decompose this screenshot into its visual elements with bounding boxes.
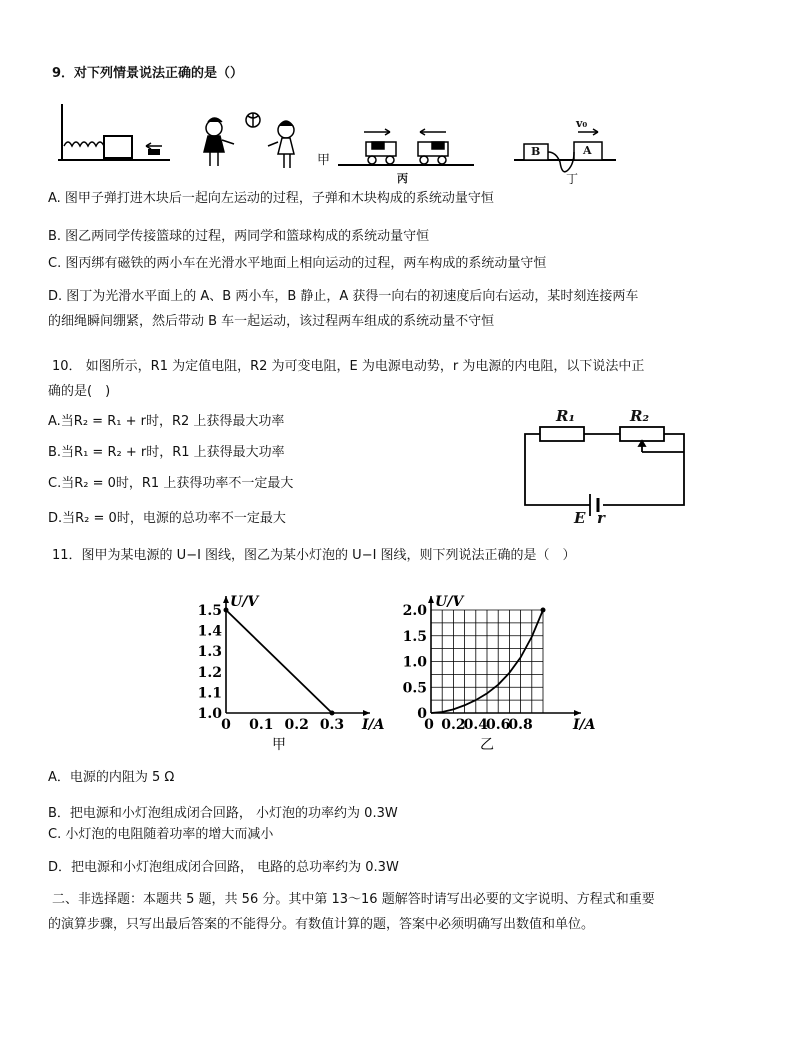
x-axis-arrow bbox=[574, 710, 581, 716]
q9-option-d-line2: 的细绳瞬间绷紧，然后带动 B 车一起运动，该过程两车组成的系统动量不守恒 bbox=[48, 314, 495, 329]
fig-label-bing: 丙 bbox=[397, 172, 408, 185]
y-tick-label: 1.1 bbox=[197, 685, 222, 702]
q9-stem: 9．对下列情景说法正确的是（） bbox=[52, 66, 244, 81]
section2-line2: 的演算步骤，只写出最后答案的不能得分。有数值计算的题，答案中必须明确写出数值和单位。 bbox=[48, 917, 595, 932]
y-axis-label: U/V bbox=[435, 594, 464, 610]
q10-stem-line2: 确的是( ) bbox=[48, 384, 111, 399]
y-axis-arrow bbox=[223, 596, 229, 603]
y-tick-label: 1.5 bbox=[197, 603, 222, 619]
y-tick-label: 1.2 bbox=[197, 664, 222, 681]
chart-caption: 甲 bbox=[272, 737, 286, 753]
data-point bbox=[541, 608, 546, 613]
fig-label-jia: 甲 bbox=[317, 153, 331, 168]
chart-caption: 乙 bbox=[480, 737, 494, 753]
x-axis-label: I/A bbox=[362, 717, 385, 733]
y-tick-label: 1.5 bbox=[402, 628, 427, 645]
fig-label-b-block: B bbox=[531, 145, 541, 158]
x-tick-label: 0.4 bbox=[463, 717, 488, 733]
q10-option-d: D.当R₂ = 0时，电源的总功率不一定最大 bbox=[48, 511, 286, 526]
resistor-r1 bbox=[540, 427, 584, 441]
q11-option-b: B．把电源和小灯泡组成闭合回路， 小灯泡的功率约为 0.3W bbox=[48, 806, 398, 821]
x-tick-label: 0.6 bbox=[486, 717, 511, 733]
y-tick-label: 1.0 bbox=[197, 706, 222, 722]
y-tick-label: 1.3 bbox=[197, 644, 222, 661]
x-axis-label: I/A bbox=[573, 717, 596, 733]
circuit-label-e: E bbox=[574, 509, 586, 527]
circuit-label-r2: R₂ bbox=[630, 407, 650, 425]
x-tick-label: 0 bbox=[424, 717, 434, 733]
data-point bbox=[224, 608, 229, 613]
q10-stem-line1: 10． 如图所示，R1 为定值电阻，R2 为可变电阻，E 为电源电动势，r 为电源的内电阻，以下说法中正 bbox=[52, 359, 645, 374]
fig-label-a-block: A bbox=[583, 144, 592, 157]
fig-label-ding: 丁 bbox=[566, 172, 579, 186]
x-tick-label: 0.1 bbox=[249, 717, 274, 733]
y-axis-label: U/V bbox=[230, 594, 259, 610]
y-axis-arrow bbox=[428, 596, 434, 603]
fig-label-v0: v₀ bbox=[576, 117, 588, 130]
x-axis-arrow bbox=[363, 710, 370, 716]
q9-option-d-line1: D. 图丁为光滑水平面上的 A、B 两小车，B 静止，A 获得一向右的初速度后向右运动，某时刻连接两车 bbox=[48, 289, 639, 304]
q10-option-b: B.当R₁ = R₂ + r时，R1 上获得最大功率 bbox=[48, 445, 285, 460]
y-tick-label: 0 bbox=[417, 706, 427, 722]
y-tick-label: 1.0 bbox=[402, 654, 427, 671]
x-tick-label: 0.8 bbox=[508, 717, 533, 733]
q11-stem: 11．图甲为某电源的 U−I 图线，图乙为某小灯泡的 U−I 图线，则下列说法正确的是（ ） bbox=[52, 548, 576, 563]
q10-option-c: C.当R₂ = 0时，R1 上获得功率不一定最大 bbox=[48, 476, 294, 491]
x-tick-label: 0.2 bbox=[284, 717, 309, 733]
y-tick-label: 1.4 bbox=[197, 623, 222, 640]
y-tick-label: 2.0 bbox=[402, 603, 427, 619]
section2-line1: 二、非选择题：本题共 5 题，共 56 分。其中第 13～16 题解答时请写出必要的文字说明、方程式和重要 bbox=[52, 892, 655, 907]
circuit-label-r: r bbox=[597, 509, 605, 527]
q9-option-a: A. 图甲子弹打进木块后一起向左运动的过程，子弹和木块构成的系统动量守恒 bbox=[48, 191, 494, 206]
q11-option-c: C. 小灯泡的电阻随着功率的增大而减小 bbox=[48, 827, 274, 842]
x-tick-label: 0.3 bbox=[319, 717, 345, 733]
series-line bbox=[226, 610, 332, 713]
q9-option-b: B. 图乙两同学传接篮球的过程，两同学和篮球构成的系统动量守恒 bbox=[48, 229, 430, 244]
q11-option-a: A．电源的内阻为 5 Ω bbox=[48, 770, 175, 785]
y-tick-label: 0.5 bbox=[402, 680, 427, 697]
data-point bbox=[330, 711, 335, 716]
resistor-r2 bbox=[620, 427, 664, 441]
chart-yi bbox=[395, 585, 595, 755]
q11-option-d: D．把电源和小灯泡组成闭合回路， 电路的总功率约为 0.3W bbox=[48, 860, 399, 875]
q10-option-a: A.当R₂ = R₁ + r时，R2 上获得最大功率 bbox=[48, 414, 285, 429]
chart-jia bbox=[190, 585, 385, 755]
q9-option-c: C. 图丙绑有磁铁的两小车在光滑水平地面上相向运动的过程，两车构成的系统动量守恒 bbox=[48, 256, 547, 271]
x-tick-label: 0 bbox=[221, 717, 231, 733]
x-tick-label: 0.2 bbox=[441, 717, 466, 733]
circuit-label-r1: R₁ bbox=[556, 407, 576, 425]
